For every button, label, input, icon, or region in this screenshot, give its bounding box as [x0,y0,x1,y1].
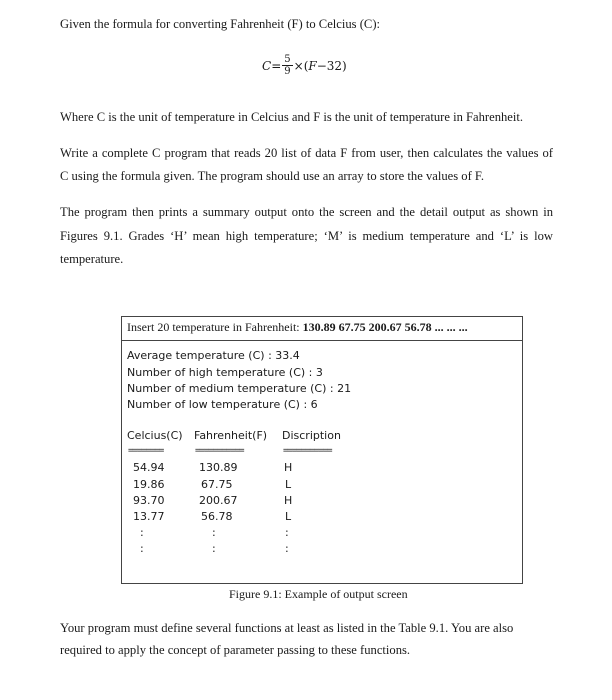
prompt-label: Insert 20 temperature in Fahrenheit: [127,320,303,334]
separator-fahrenheit: =========== [195,446,244,456]
formula-equals: = [271,58,282,73]
formula-close-paren: ) [342,58,347,73]
table-row-1-grade: H [284,461,293,474]
table-row-1-celcius: 54.94 [133,461,165,474]
formula-numerator: 5 [284,54,291,65]
para1-line2: C using the formula given. The program should use an array to store the values of F. [60,169,485,183]
para3-line1: Your program must define several functions at least as listed in the Table 9.1. You are also [60,621,514,635]
continuation-fahrenheit-1: : [212,526,216,539]
header-fahrenheit: Fahrenheit(F) [194,429,268,442]
para3-line2: required to apply the concept of parameter passing to these functions. [60,643,411,657]
table-row-4-fahrenheit: 56.78 [201,510,233,523]
continuation-celcius-1: : [140,526,144,539]
table-row-3-fahrenheit: 200.67 [199,494,238,507]
table-row-4-celcius: 13.77 [133,510,165,523]
formula-fraction [282,54,292,77]
formula-lhs: C [262,58,272,73]
para2-line3: temperature. [60,252,124,266]
conversion-formula [262,54,347,77]
summary-average: Average temperature (C) : 33.4 [127,349,300,362]
separator-celcius: ======== [128,446,164,456]
para1-line1: Write a complete C program that reads 20 list of data F from user, then calculates the values of [60,146,553,160]
formula-var: F [308,58,317,73]
table-row-2-grade: L [285,478,292,491]
prompt-text [127,320,468,334]
continuation-celcius-2: : [140,542,144,555]
prompt-values: 130.89 67.75 200.67 56.78 ... ... ... [302,320,468,334]
formula-minus: −32 [316,58,343,73]
summary-low: Number of low temperature (C) : 6 [127,398,318,411]
formula-denominator: 9 [284,66,291,77]
formula-open-paren: ( [303,58,309,73]
para2-line2: Figures 9.1. Grades ‘H’ mean high temperature; ‘M’ is medium temperature and ‘L’ is low [60,229,553,243]
continuation-grade-2: : [285,542,289,555]
where-text: Where C is the unit of temperature in Celcius and F is the unit of temperature in Fahrenheit. [60,110,524,124]
header-celcius: Celcius(C) [127,429,183,442]
intro-text: Given the formula for converting Fahrenheit (F) to Celcius (C): [60,17,381,31]
header-discription: Discription [282,429,341,442]
formula-times: × [293,58,304,73]
figure-caption: Figure 9.1: Example of output screen [229,587,408,601]
table-row-3-celcius: 93.70 [133,494,165,507]
separator-discription: =========== [283,446,332,456]
continuation-fahrenheit-2: : [212,542,216,555]
para2-line1: The program then prints a summary output onto the screen and the detail output as shown in [60,205,553,219]
table-row-2-celcius: 19.86 [133,478,165,491]
summary-high: Number of high temperature (C) : 3 [127,366,323,379]
summary-medium: Number of medium temperature (C) : 21 [127,382,352,395]
table-row-2-fahrenheit: 67.75 [201,478,233,491]
table-row-1-fahrenheit: 130.89 [199,461,238,474]
table-row-4-grade: L [285,510,292,523]
table-row-3-grade: H [284,494,293,507]
continuation-grade-1: : [285,526,289,539]
